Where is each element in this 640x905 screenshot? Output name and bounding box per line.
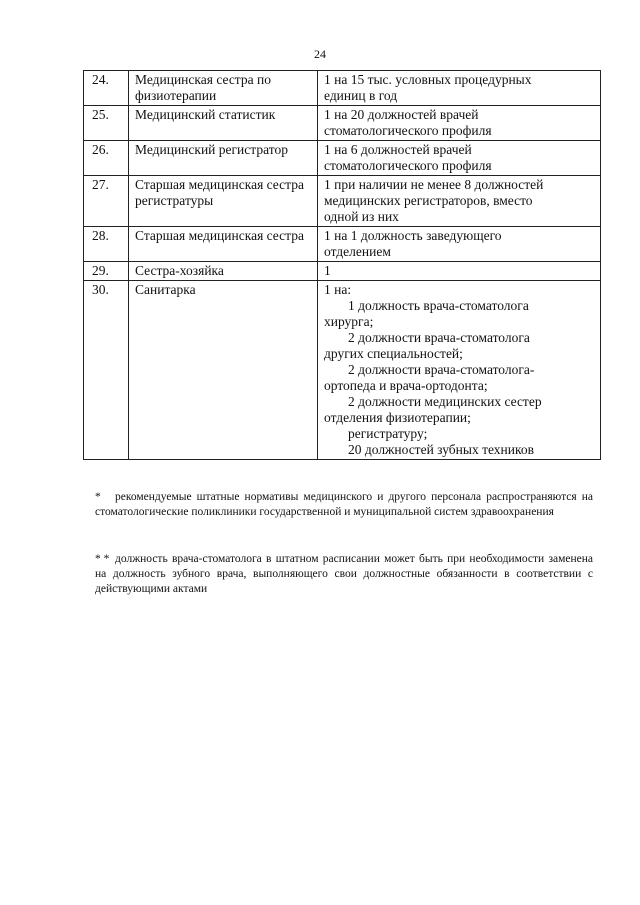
norm-item-line: регистратуру;: [348, 426, 428, 441]
position-cell: Старшая медицинская сестра регистратуры: [129, 176, 318, 227]
position-cell: Санитарка: [129, 281, 318, 460]
table-row: [84, 106, 601, 141]
row-number: 29.: [84, 262, 129, 281]
norm-intro: 1 на:: [324, 282, 352, 297]
table-row: [84, 227, 601, 262]
table-row: [84, 262, 601, 281]
norm-cell: [318, 176, 601, 227]
staff-norms-table: [83, 70, 601, 460]
norm-cell: [318, 262, 601, 281]
footnote-mark: *: [95, 491, 101, 503]
table-row: [84, 281, 601, 460]
norm-line: 1 на 20 должностей врачей: [324, 107, 479, 122]
norm-item-line: хирурга;: [324, 314, 374, 329]
position-cell: Сестра-хозяйка: [129, 262, 318, 281]
norm-item-line: ортопеда и врача-ортодонта;: [324, 378, 488, 393]
row-number: 25.: [84, 106, 129, 141]
footnote: [95, 490, 593, 520]
position-cell: Медицинский статистик: [129, 106, 318, 141]
norm-item-line: 2 должности врача-стоматолога-: [348, 362, 535, 377]
row-number: 24.: [84, 71, 129, 106]
footnote-text: рекомендуемые штатные нормативы медицинского и другого персонала распространяются на стоматологические поликлиники государственной и муниципальной систем здравоохранения: [95, 491, 593, 518]
row-number: 26.: [84, 141, 129, 176]
norm-line: отделением: [324, 244, 391, 259]
norm-line: 1 на 6 должностей врачей: [324, 142, 472, 157]
norm-line: 1 на 15 тыс. условных процедурных: [324, 72, 532, 87]
norm-line: стоматологического профиля: [324, 158, 492, 173]
position-cell: Старшая медицинская сестра: [129, 227, 318, 262]
norm-line: единиц в год: [324, 88, 398, 103]
row-number: 30.: [84, 281, 129, 460]
page-number: 24: [314, 47, 326, 61]
norm-cell: [318, 106, 601, 141]
position-cell: Медицинская сестра по физиотерапии: [129, 71, 318, 106]
table-row: [84, 141, 601, 176]
table-row: [84, 71, 601, 106]
row-number: 28.: [84, 227, 129, 262]
norm-item-line: 1 должность врача-стоматолога: [348, 298, 529, 313]
norm-line: 1 на 1 должность заведующего: [324, 228, 502, 243]
norm-cell: [318, 281, 601, 460]
norm-item-line: 2 должности медицинских сестер: [348, 394, 542, 409]
norm-item-line: отделения физиотерапии;: [324, 410, 471, 425]
norm-cell: [318, 141, 601, 176]
norm-line: 1 при наличии не менее 8 должностей: [324, 177, 544, 192]
norm-cell: [318, 227, 601, 262]
norm-line: стоматологического профиля: [324, 123, 492, 138]
position-cell: Медицинский регистратор: [129, 141, 318, 176]
table-row: [84, 176, 601, 227]
norm-cell: [318, 71, 601, 106]
footnote-text: должность врача-стоматолога в штатном расписании может быть при необходимости заменена на должность зубного врача, выполняющего свои должностные обязанности в соответствии с действующими актами: [95, 553, 593, 595]
row-number: 27.: [84, 176, 129, 227]
norm-line: медицинских регистраторов, вместо: [324, 193, 533, 208]
norm-item-line: других специальностей;: [324, 346, 463, 361]
footnote: [95, 552, 593, 597]
norm-item-line: 2 должности врача-стоматолога: [348, 330, 530, 345]
footnote-mark: * *: [95, 553, 110, 565]
norm-item-line: 20 должностей зубных техников: [348, 442, 534, 457]
norm-line: одной из них: [324, 209, 399, 224]
norm-line: 1: [324, 263, 331, 278]
